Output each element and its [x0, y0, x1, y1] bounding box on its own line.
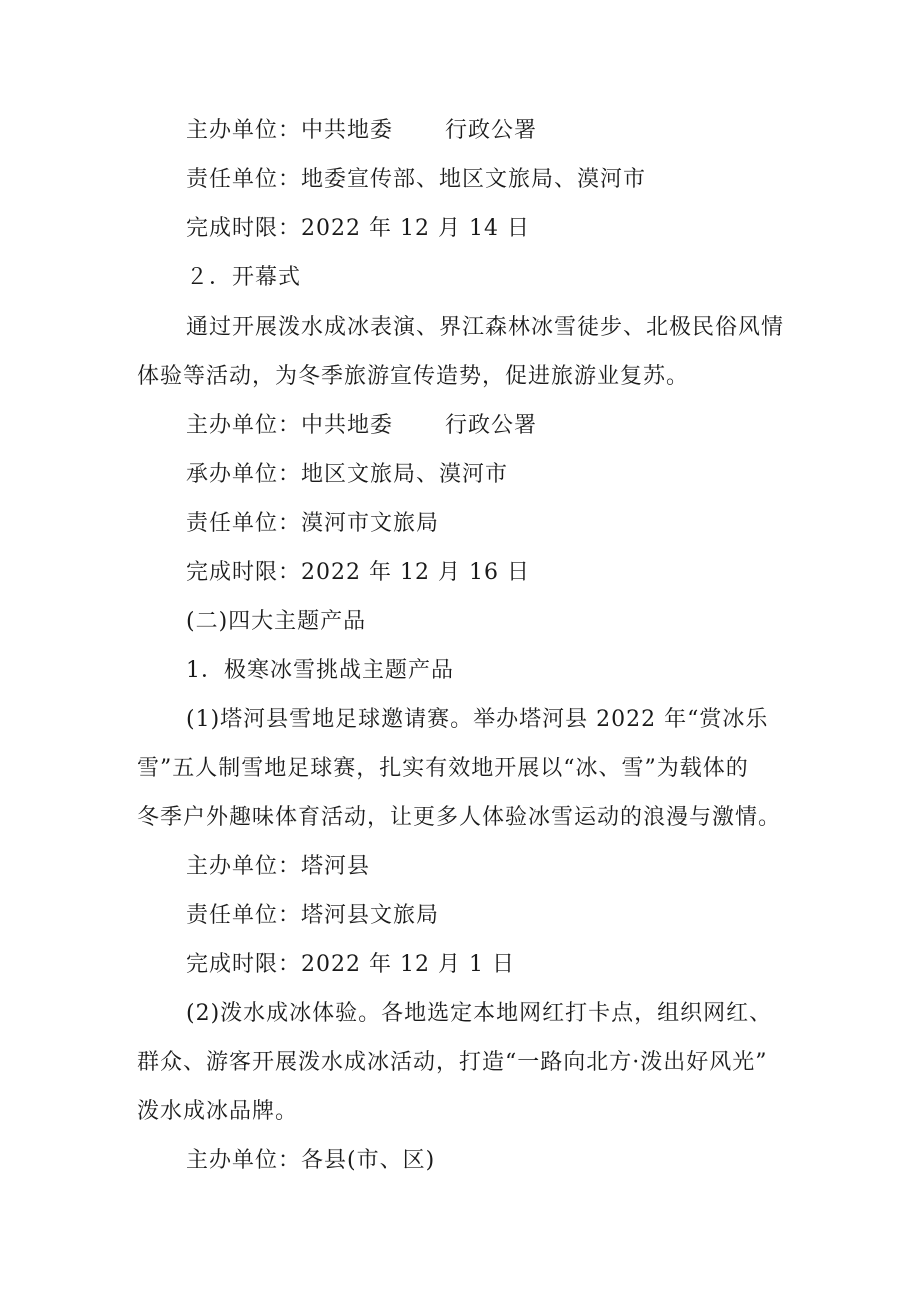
- paragraph-line: 冬季户外趣味体育活动，让更多人体验冰雪运动的浪漫与激情。: [137, 805, 782, 830]
- organizer-text: 主办单位：中共地委: [186, 118, 394, 143]
- responsible-line: 责任单位：漠河市文旅局: [186, 511, 440, 536]
- organizer-line: 主办单位：各县(市、区): [186, 1148, 436, 1173]
- paragraph-line: 群众、游客开展泼水成冰活动，打造“一路向北方·泼出好风光”: [137, 1050, 768, 1075]
- deadline-line: 完成时限：2022 年 12 月 1 日: [186, 952, 515, 977]
- paragraph-line: (1)塔河县雪地足球邀请赛。举办塔河县 2022 年“赏冰乐: [186, 707, 769, 732]
- organizer-line: 主办单位：塔河县: [186, 854, 371, 879]
- responsible-line: 责任单位：地委宣传部、地区文旅局、漠河市: [186, 167, 647, 192]
- paragraph-line: 泼水成冰品牌。: [137, 1099, 299, 1124]
- organizer-text: 主办单位：中共地委: [186, 413, 394, 438]
- organizer-line: [186, 411, 537, 441]
- organizer-line: [186, 116, 537, 146]
- section-heading: (二)四大主题产品: [186, 609, 367, 634]
- paragraph-line: 通过开展泼水成冰表演、界江森林冰雪徒步、北极民俗风情: [186, 315, 785, 340]
- co-organizer-line: 承办单位：地区文旅局、漠河市: [186, 462, 509, 487]
- paragraph-line: 雪”五人制雪地足球赛，扎实有效地开展以“冰、雪”为载体的: [137, 756, 749, 781]
- organizer-text-2: 行政公署: [445, 118, 538, 143]
- paragraph-line: (2)泼水成冰体验。各地选定本地网红打卡点，组织网红、: [186, 1001, 773, 1026]
- paragraph-line: 体验等活动，为冬季旅游宣传造势，促进旅游业复苏。: [137, 364, 690, 389]
- responsible-line: 责任单位：塔河县文旅局: [186, 903, 440, 928]
- organizer-text-2: 行政公署: [445, 413, 538, 438]
- section-heading: ２．开幕式: [186, 265, 302, 290]
- subsection-heading: 1．极寒冰雪挑战主题产品: [186, 658, 454, 683]
- deadline-line: 完成时限：2022 年 12 月 14 日: [186, 216, 530, 241]
- deadline-line: 完成时限：2022 年 12 月 16 日: [186, 560, 530, 585]
